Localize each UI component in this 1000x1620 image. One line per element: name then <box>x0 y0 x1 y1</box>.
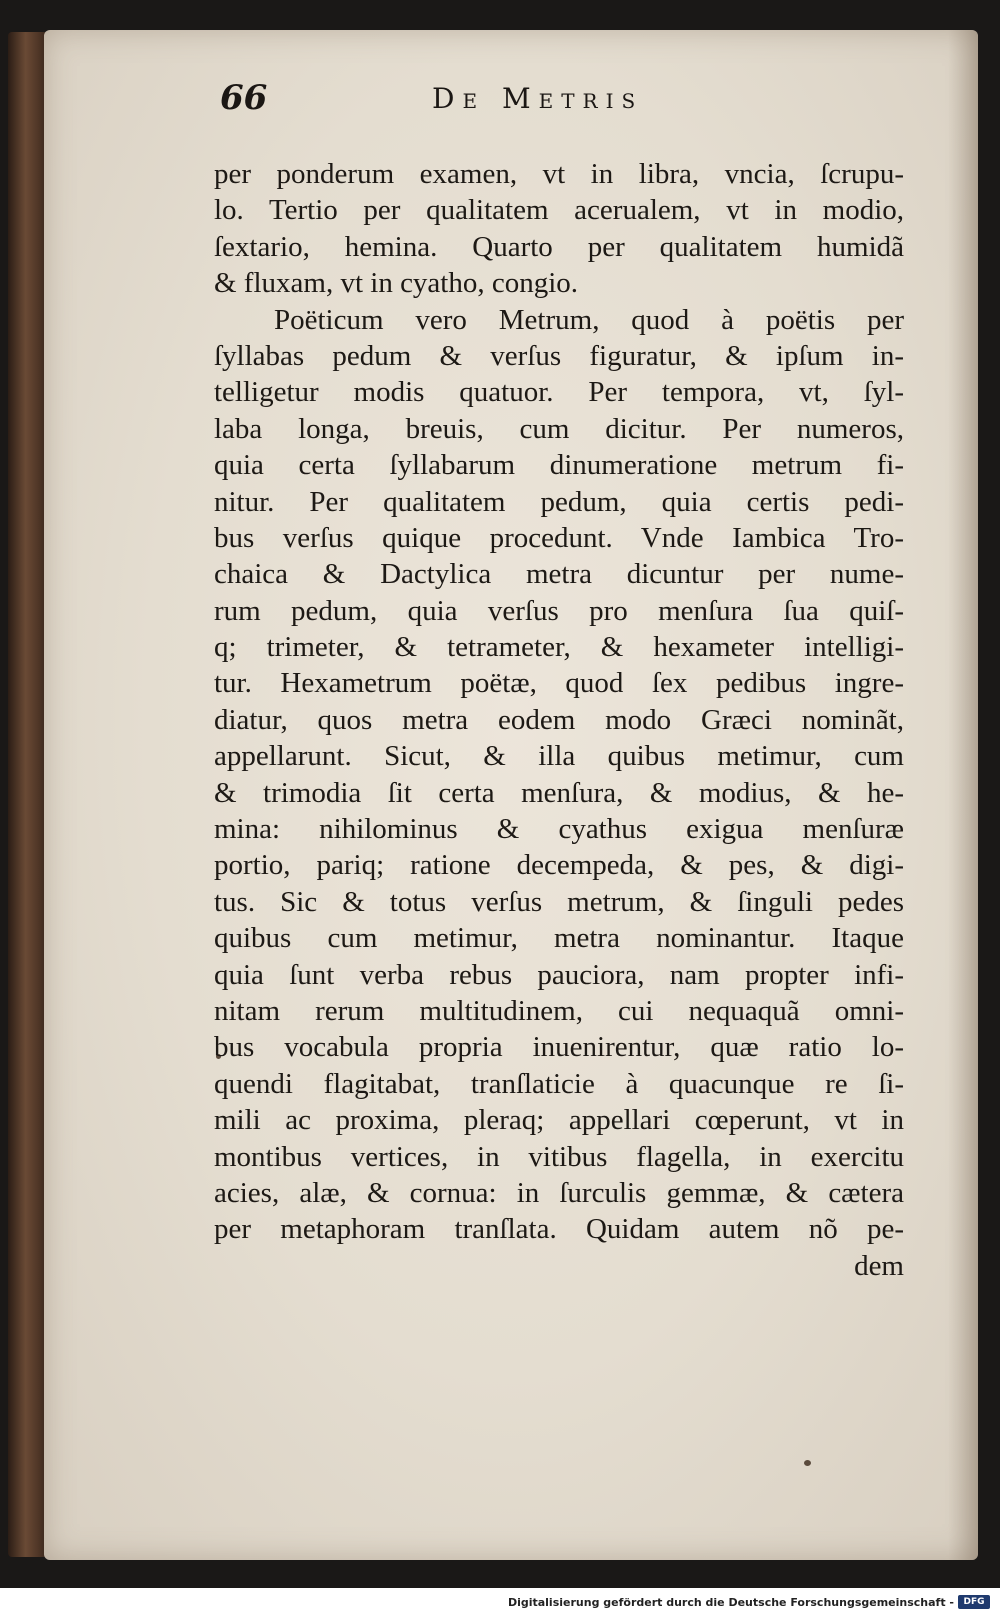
text-line: per metaphoram tranſlata. Quidam autem nõ pe- <box>214 1213 904 1246</box>
text-line: nitur. Per qualitatem pedum, quia certis pedi- <box>214 485 904 518</box>
text-line: diatur, quos metra eodem modo Græci nominãt, <box>214 703 904 736</box>
text-line: nitam rerum multitudinem, cui nequaquã omni- <box>214 994 904 1027</box>
text-line: mina: nihilominus & cyathus exigua menſuræ <box>214 813 904 846</box>
text-line: montibus vertices, in vitibus flagella, in exercitu <box>214 1140 904 1173</box>
text-line: quibus cum metimur, metra nominantur. Itaque <box>214 922 904 955</box>
text-line: chaica & Dactylica metra dicuntur per nume- <box>214 558 904 591</box>
dfg-logo: DFG <box>958 1595 990 1609</box>
text-line: quendi flagitabat, tranſlaticie à quacunque re ſi- <box>214 1067 904 1100</box>
body-text <box>214 156 904 1284</box>
funding-credit: Digitalisierung gefördert durch die Deutsche Forschungsgemeinschaft - <box>507 1596 954 1609</box>
text-line: telligetur modis quatuor. Per tempora, vt, ſyl- <box>214 376 904 409</box>
text-line: tur. Hexametrum poëtæ, quod ſex pedibus ingre- <box>214 667 904 700</box>
text-line: lo. Tertio per qualitatem acerualem, vt in modio, <box>214 194 904 227</box>
text-line: quia ſunt verba rebus pauciora, nam propter infi- <box>214 958 904 991</box>
text-line: rum pedum, quia verſus pro menſura ſua quiſ- <box>214 594 904 627</box>
text-line: & trimodia ſit certa menſura, & modius, & he- <box>214 776 904 809</box>
text-line: quia certa ſyllabarum dinumeratione metrum fi- <box>214 449 904 482</box>
text-line: ſyllabas pedum & verſus figuratur, & ipſum in- <box>214 339 904 372</box>
text-line: bus verſus quique procedunt. Vnde Iambica Tro- <box>214 521 904 554</box>
ink-speck <box>804 1460 811 1466</box>
text-line: appellarunt. Sicut, & illa quibus metimur, cum <box>214 740 904 773</box>
text-line: per ponderum examen, vt in libra, vncia, ſcrupu- <box>214 158 904 190</box>
text-line: mili ac proxima, pleraq; appellari cœperunt, vt in <box>214 1104 904 1137</box>
catchword: dem <box>854 1249 904 1282</box>
text-line: acies, alæ, & cornua: in ſurculis gemmæ, & cætera <box>214 1176 904 1209</box>
page-edge-shadow <box>948 30 978 1560</box>
text-line: portio, pariq; ratione decempeda, & pes, & digi- <box>214 849 904 882</box>
page-header <box>220 78 720 128</box>
text-line: Poëticum vero Metrum, quod à poëtis per <box>274 303 904 336</box>
running-head: De Metris <box>432 82 644 115</box>
text-line: & fluxam, vt in cyatho, congio. <box>214 267 579 300</box>
text-line: laba longa, breuis, cum dicitur. Per numeros, <box>214 412 904 445</box>
page-number: 66 <box>220 78 268 118</box>
text-line: bus vocabula propria inuenirentur, quæ ratio lo- <box>214 1031 904 1064</box>
footer-bar <box>0 1588 1000 1620</box>
text-line: ſextario, hemina. Quarto per qualitatem humidã <box>214 230 904 263</box>
text-line: tus. Sic & totus verſus metrum, & ſinguli pedes <box>214 885 904 918</box>
text-line: q; trimeter, & tetrameter, & hexameter intelligi- <box>214 631 904 664</box>
